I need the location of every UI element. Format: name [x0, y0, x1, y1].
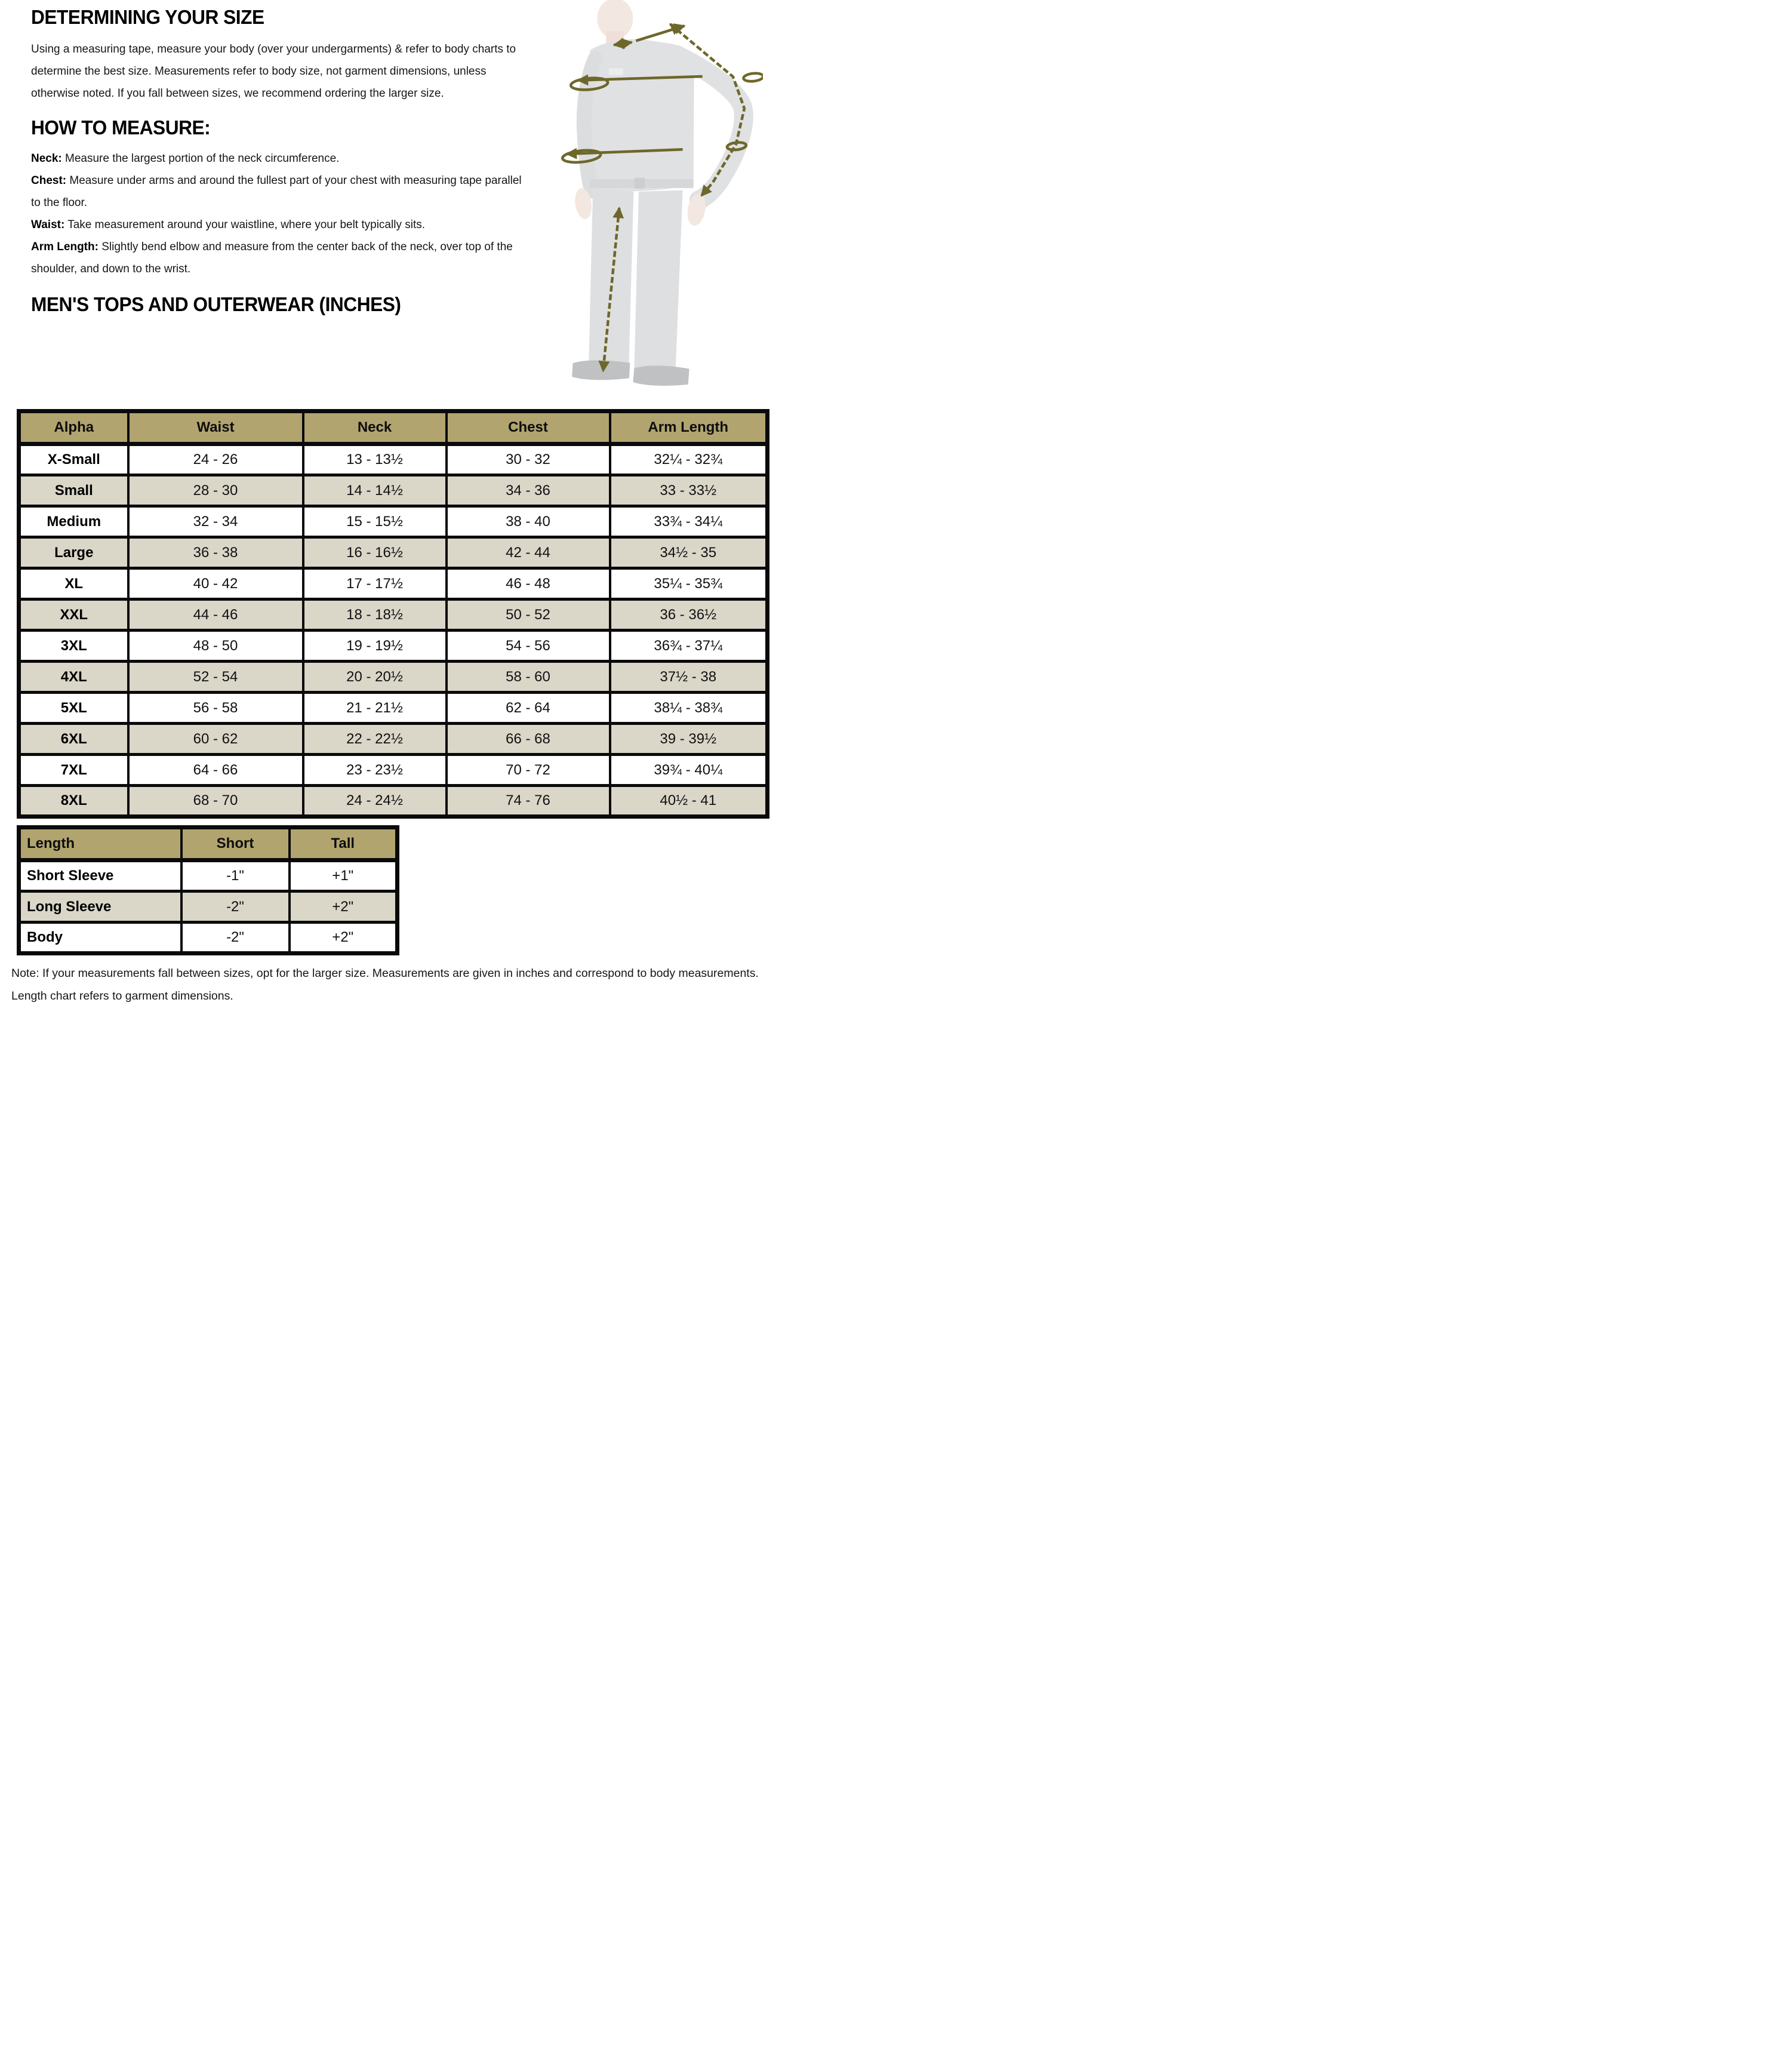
value-cell: 16 - 16½ — [303, 537, 447, 568]
value-cell: +1" — [290, 860, 398, 891]
note-text: Note: If your measurements fall between sizes, opt for the larger size. Measurements are given in inches and correspond to body measurements. — [11, 967, 759, 980]
alpha-cell: Small — [19, 475, 128, 506]
value-cell: 38 - 40 — [447, 506, 610, 537]
size-guide-page — [0, 0, 884, 1036]
value-cell: 28 - 30 — [128, 475, 303, 506]
table-row — [19, 475, 768, 506]
value-cell: 58 - 60 — [447, 662, 610, 693]
value-cell: 36 - 36½ — [610, 600, 768, 631]
measure-item-neck — [31, 147, 525, 170]
size-chart-heading: MEN'S TOPS AND OUTERWEAR (INCHES) — [31, 293, 401, 315]
alpha-cell: 8XL — [19, 786, 128, 817]
table-row — [19, 506, 768, 537]
alpha-cell: 7XL — [19, 755, 128, 786]
value-cell: 13 - 13½ — [303, 444, 447, 475]
value-cell: 74 - 76 — [447, 786, 610, 817]
column-header: Short — [181, 828, 290, 860]
value-cell: 33 - 33½ — [610, 475, 768, 506]
value-cell: 44 - 46 — [128, 600, 303, 631]
value-cell: 15 - 15½ — [303, 506, 447, 537]
measure-text: Slightly bend elbow and measure from the center back of the neck, over top of the shoulder, and down to the wrist. — [31, 241, 513, 275]
column-header: Chest — [447, 411, 610, 444]
value-cell: 56 - 58 — [128, 693, 303, 724]
value-cell: 36 - 38 — [128, 537, 303, 568]
measure-text: Take measurement around your waistline, where your belt typically sits. — [64, 219, 426, 231]
measure-list — [31, 147, 525, 280]
value-cell: +2" — [290, 923, 398, 954]
footer-notes — [11, 963, 875, 1007]
header-row — [19, 828, 398, 860]
measure-label: Arm Length: — [31, 241, 98, 253]
value-cell: 62 - 64 — [447, 693, 610, 724]
value-cell: 60 - 62 — [128, 724, 303, 755]
measure-label: Chest: — [31, 174, 67, 187]
measure-label: Neck: — [31, 152, 62, 165]
how-to-measure-heading: HOW TO MEASURE: — [31, 116, 211, 139]
alpha-cell: 4XL — [19, 662, 128, 693]
value-cell: 40 - 42 — [128, 568, 303, 600]
value-cell: 42 - 44 — [447, 537, 610, 568]
value-cell: 39 - 39½ — [610, 724, 768, 755]
length-cell: Long Sleeve — [19, 891, 181, 923]
value-cell: 66 - 68 — [447, 724, 610, 755]
table-row — [19, 537, 768, 568]
value-cell: 21 - 21½ — [303, 693, 447, 724]
length-cell: Short Sleeve — [19, 860, 181, 891]
value-cell: 54 - 56 — [447, 631, 610, 662]
value-cell: 38¼ - 38¾ — [610, 693, 768, 724]
table-row — [19, 724, 768, 755]
value-cell: 32 - 34 — [128, 506, 303, 537]
column-header: Tall — [290, 828, 398, 860]
alpha-cell: XXL — [19, 600, 128, 631]
value-cell: 33¾ - 34¼ — [610, 506, 768, 537]
measurement-figure — [544, 0, 763, 388]
value-cell: -1" — [181, 860, 290, 891]
alpha-cell: XL — [19, 568, 128, 600]
page-title: DETERMINING YOUR SIZE — [31, 6, 264, 28]
table-row — [19, 860, 398, 891]
value-cell: 20 - 20½ — [303, 662, 447, 693]
measure-text: Measure under arms and around the fullest part of your chest with measuring tape parallel to the floor. — [31, 174, 522, 209]
table-row — [19, 693, 768, 724]
column-header: Arm Length — [610, 411, 768, 444]
value-cell: 22 - 22½ — [303, 724, 447, 755]
value-cell: 70 - 72 — [447, 755, 610, 786]
table-row — [19, 600, 768, 631]
column-header: Waist — [128, 411, 303, 444]
value-cell: 32¼ - 32¾ — [610, 444, 768, 475]
chest-measure-loop — [743, 72, 763, 82]
measure-item-waist — [31, 214, 525, 236]
intro-text: Using a measuring tape, measure your body (over your undergarments) & refer to body charts to determine the best size. Measurements refer to body size, not garment dimensions, unless otherwise noted. If you fall between sizes, we recommend ordering the larger size. — [31, 43, 516, 100]
value-cell: 18 - 18½ — [303, 600, 447, 631]
mannequin-body — [572, 0, 744, 386]
value-cell: 34 - 36 — [447, 475, 610, 506]
alpha-cell: 5XL — [19, 693, 128, 724]
table-row — [19, 662, 768, 693]
alpha-cell: 3XL — [19, 631, 128, 662]
measure-text: Measure the largest portion of the neck circumference. — [61, 152, 340, 165]
value-cell: 35¼ - 35¾ — [610, 568, 768, 600]
column-header: Neck — [303, 411, 447, 444]
value-cell: +2" — [290, 891, 398, 923]
value-cell: 37½ - 38 — [610, 662, 768, 693]
alpha-cell: Medium — [19, 506, 128, 537]
value-cell: 14 - 14½ — [303, 475, 447, 506]
table-row — [19, 631, 768, 662]
value-cell: -2" — [181, 891, 290, 923]
alpha-cell: Large — [19, 537, 128, 568]
note-text: Length chart refers to garment dimensions. — [11, 989, 233, 1003]
value-cell: 19 - 19½ — [303, 631, 447, 662]
alpha-cell: 6XL — [19, 724, 128, 755]
table-row — [19, 568, 768, 600]
header-row — [19, 411, 768, 444]
table-row — [19, 786, 768, 817]
value-cell: 23 - 23½ — [303, 755, 447, 786]
mannequin-figure — [544, 0, 763, 388]
measure-item-chest — [31, 170, 525, 214]
value-cell: 46 - 48 — [447, 568, 610, 600]
value-cell: 34½ - 35 — [610, 537, 768, 568]
table-row — [19, 923, 398, 954]
neck-measure-arrow — [636, 26, 684, 41]
table-row — [19, 444, 768, 475]
alpha-cell: X-Small — [19, 444, 128, 475]
value-cell: 30 - 32 — [447, 444, 610, 475]
value-cell: 40½ - 41 — [610, 786, 768, 817]
value-cell: 24 - 26 — [128, 444, 303, 475]
value-cell: -2" — [181, 923, 290, 954]
value-cell: 52 - 54 — [128, 662, 303, 693]
measure-item-arm-length — [31, 236, 525, 280]
value-cell: 48 - 50 — [128, 631, 303, 662]
length-cell: Body — [19, 923, 181, 954]
value-cell: 39¾ - 40¼ — [610, 755, 768, 786]
mens-tops-size-table — [17, 409, 769, 819]
column-header: Alpha — [19, 411, 128, 444]
value-cell: 50 - 52 — [447, 600, 610, 631]
measure-label: Waist: — [31, 219, 65, 231]
value-cell: 17 - 17½ — [303, 568, 447, 600]
value-cell: 68 - 70 — [128, 786, 303, 817]
column-header: Length — [19, 828, 181, 860]
table-row — [19, 891, 398, 923]
length-adjustment-table — [17, 825, 399, 955]
instructions-column — [31, 5, 525, 316]
value-cell: 64 - 66 — [128, 755, 303, 786]
value-cell: 24 - 24½ — [303, 786, 447, 817]
table-row — [19, 755, 768, 786]
value-cell: 36¾ - 37¼ — [610, 631, 768, 662]
